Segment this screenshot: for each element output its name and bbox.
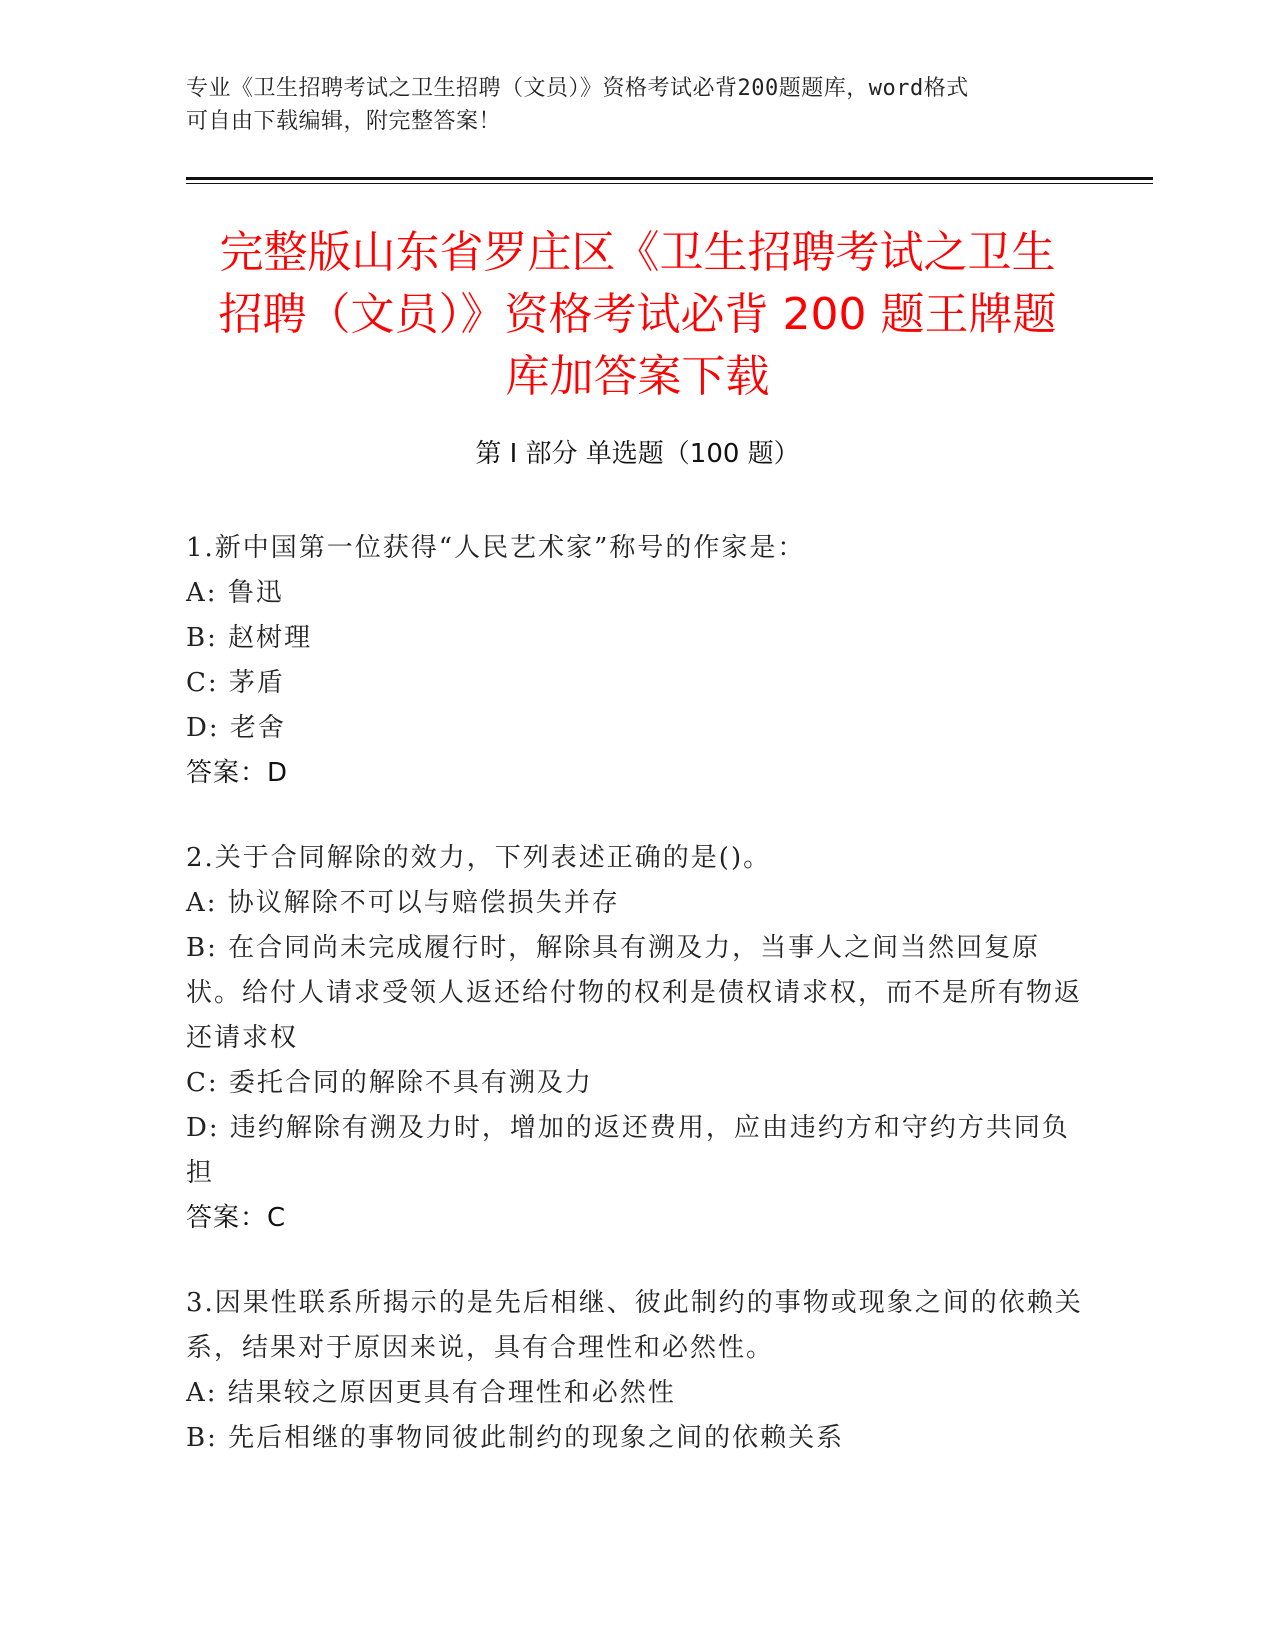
main-title-line-2: 招聘（文员）》资格考试必背 200 题王牌题 bbox=[218, 289, 1057, 340]
header-note-line-1: 专业《卫生招聘考试之卫生招聘（文员）》资格考试必背200题题库，word格式 bbox=[186, 76, 969, 101]
option-c: C: 茅盾 bbox=[186, 668, 285, 698]
section-title: 第 I 部分 单选题（100 题） bbox=[475, 439, 800, 469]
main-title-line-3: 库加答案下载 bbox=[505, 351, 770, 402]
option-b: B: 在合同尚未完成履行时，解除具有溯及力，当事人之间当然回复原状。给付人请求受领人返还给付物的权利是债权请求权，而不是所有物返还请求权 bbox=[186, 933, 1083, 1053]
answer: 答案：D bbox=[186, 758, 289, 788]
header-note bbox=[186, 72, 1066, 138]
option-d: D: 违约解除有溯及力时，增加的返还费用，应由违约方和守约方共同负担 bbox=[186, 1113, 1070, 1188]
option-d: D: 老舍 bbox=[186, 713, 286, 743]
option-b: B: 先后相继的事物同彼此制约的现象之间的依赖关系 bbox=[186, 1423, 845, 1453]
main-title bbox=[150, 222, 1125, 408]
header-note-line-2: 可自由下载编辑，附完整答案！ bbox=[186, 109, 502, 134]
option-c: C: 委托合同的解除不具有溯及力 bbox=[186, 1068, 593, 1098]
main-title-line-1: 完整版山东省罗庄区《卫生招聘考试之卫生 bbox=[219, 227, 1056, 278]
header-rule-thin bbox=[186, 183, 1153, 184]
question-2 bbox=[186, 836, 1086, 1241]
question-list bbox=[186, 526, 1086, 1501]
question-stem: 1.新中国第一位获得“人民艺术家”称号的作家是： bbox=[186, 533, 806, 563]
question-stem: 2.关于合同解除的效力，下列表述正确的是()。 bbox=[186, 843, 772, 873]
question-3 bbox=[186, 1281, 1086, 1461]
header-rule-thick bbox=[186, 177, 1153, 180]
option-b: B: 赵树理 bbox=[186, 623, 313, 653]
question-stem: 3.因果性联系所揭示的是先后相继、彼此制约的事物或现象之间的依赖关系，结果对于原因来说，具有合理性和必然性。 bbox=[186, 1288, 1083, 1363]
option-a: A: 鲁迅 bbox=[186, 578, 284, 608]
option-a: A: 结果较之原因更具有合理性和必然性 bbox=[186, 1378, 676, 1408]
option-a: A: 协议解除不可以与赔偿损失并存 bbox=[186, 888, 620, 918]
question-1 bbox=[186, 526, 1086, 796]
answer: 答案：C bbox=[186, 1203, 287, 1233]
